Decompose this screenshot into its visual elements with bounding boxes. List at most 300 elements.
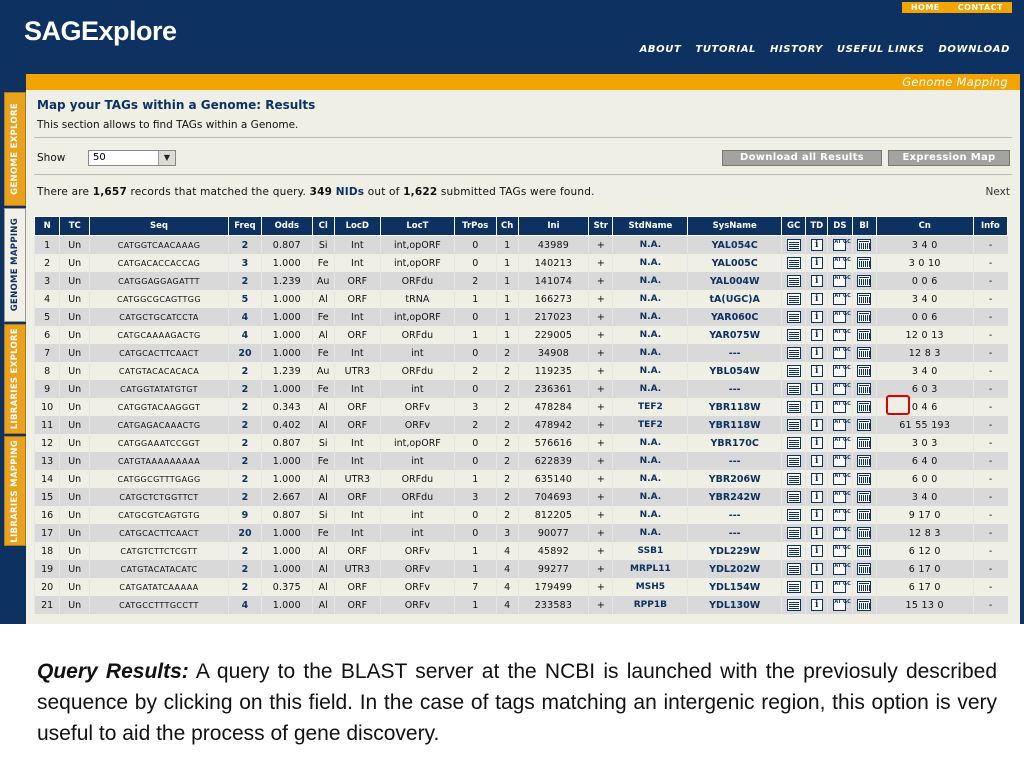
cell-str: +: [589, 470, 613, 488]
cell-loct: int: [380, 380, 454, 398]
column-header: TD: [806, 217, 828, 236]
tag-detail-icon[interactable]: i: [811, 599, 823, 611]
cell-gc: [782, 470, 806, 488]
cell-freq[interactable]: 5: [228, 290, 261, 308]
cell-seq: CATGGTATATGTGT: [90, 380, 229, 398]
divider: [34, 137, 1012, 138]
tag-detail-icon[interactable]: i: [811, 527, 823, 539]
download-sequence-icon[interactable]: AT GC: [833, 401, 846, 413]
cell-td: [806, 308, 828, 326]
tag-detail-icon[interactable]: i: [811, 455, 823, 467]
cell-freq[interactable]: 2: [228, 452, 261, 470]
tag-detail-icon[interactable]: i: [811, 329, 823, 341]
cell-str: +: [589, 308, 613, 326]
cell-freq[interactable]: 2: [228, 488, 261, 506]
cell-loct: ORFv: [380, 416, 454, 434]
download-sequence-icon[interactable]: AT GC: [833, 257, 846, 269]
cell-sys[interactable]: YDL154W: [688, 578, 782, 596]
tab-libraries-explore[interactable]: LIBRARIES EXPLORE: [4, 324, 26, 434]
cell-cl: Al: [312, 488, 334, 506]
cell-freq[interactable]: 4: [228, 596, 261, 614]
cell-str: +: [589, 380, 613, 398]
gc-sequence-icon[interactable]: [787, 599, 801, 611]
cell-str: +: [589, 560, 613, 578]
gc-sequence-icon[interactable]: [787, 437, 801, 449]
cell-bl: [852, 380, 876, 398]
cell-cn: 6 4 0: [876, 452, 973, 470]
blast-icon[interactable]: [857, 329, 871, 341]
gc-sequence-icon[interactable]: [787, 581, 801, 593]
cell-ini: 45892: [518, 542, 589, 560]
cell-tc: Un: [60, 254, 90, 272]
blast-icon[interactable]: [857, 509, 871, 521]
gc-sequence-icon[interactable]: [787, 347, 801, 359]
cell-cl: Au: [312, 362, 334, 380]
download-sequence-icon[interactable]: AT GC: [833, 491, 846, 503]
cell-bl: [852, 488, 876, 506]
cell-trpos: 1: [454, 326, 496, 344]
tag-detail-icon[interactable]: i: [811, 437, 823, 449]
show-select[interactable]: [88, 150, 176, 166]
cell-td: [806, 524, 828, 542]
gc-sequence-icon[interactable]: [787, 491, 801, 503]
cell-sys[interactable]: YBR206W: [688, 470, 782, 488]
gc-sequence-icon[interactable]: [787, 509, 801, 521]
column-header: N: [35, 217, 60, 236]
download-sequence-icon[interactable]: AT GC: [833, 599, 846, 611]
gc-sequence-icon[interactable]: [787, 329, 801, 341]
cell-gc: [782, 344, 806, 362]
cell-ch: 2: [496, 362, 518, 380]
cell-locd: ORF: [334, 578, 380, 596]
cell-cn: 6 0 0: [876, 470, 973, 488]
download-sequence-icon[interactable]: AT GC: [833, 473, 846, 485]
cell-freq[interactable]: 2: [228, 578, 261, 596]
nav-history[interactable]: HISTORY: [770, 44, 823, 55]
download-sequence-icon[interactable]: AT GC: [833, 239, 846, 251]
cell-freq[interactable]: 2: [228, 542, 261, 560]
cell-ds: [828, 362, 852, 380]
cell-seq: CATGGCGTTTGAGG: [90, 470, 229, 488]
cell-std[interactable]: N.A.: [613, 488, 688, 506]
cell-ds: [828, 308, 852, 326]
cell-loct: int: [380, 344, 454, 362]
cell-sys[interactable]: ---: [688, 524, 782, 542]
cell-gc: [782, 272, 806, 290]
download-sequence-icon[interactable]: AT GC: [833, 293, 846, 305]
download-sequence-icon[interactable]: AT GC: [833, 527, 846, 539]
blast-icon[interactable]: [857, 419, 871, 431]
cell-odds: 1.000: [261, 524, 312, 542]
cell-bl: [852, 524, 876, 542]
cell-trpos: 0: [454, 506, 496, 524]
cell-locd: Int: [334, 254, 380, 272]
cell-locd: ORF: [334, 398, 380, 416]
blast-icon[interactable]: [857, 293, 871, 305]
cell-gc: [782, 488, 806, 506]
cell-std[interactable]: N.A.: [613, 506, 688, 524]
cell-ini: 119235: [518, 362, 589, 380]
table-row: [35, 308, 1008, 326]
home-link[interactable]: HOME: [910, 3, 940, 12]
cell-freq[interactable]: 2: [228, 272, 261, 290]
cell-sys[interactable]: YDL229W: [688, 542, 782, 560]
tag-detail-icon[interactable]: i: [811, 239, 823, 251]
cell-ds: [828, 542, 852, 560]
cell-td: [806, 344, 828, 362]
tag-detail-icon[interactable]: i: [811, 293, 823, 305]
cell-std[interactable]: N.A.: [613, 434, 688, 452]
cell-seq: CATGCACTTCAACT: [90, 524, 229, 542]
cell-std[interactable]: TEF2: [613, 416, 688, 434]
cell-cn: 6 12 0: [876, 542, 973, 560]
cell-bl: [852, 398, 876, 416]
cell-odds: 1.000: [261, 344, 312, 362]
blast-icon[interactable]: [857, 545, 871, 557]
blast-icon[interactable]: [857, 239, 871, 251]
cell-odds: 0.807: [261, 236, 312, 255]
cell-info: -: [973, 560, 1007, 578]
download-sequence-icon[interactable]: AT GC: [833, 329, 846, 341]
cell-ini: 166273: [518, 290, 589, 308]
tag-detail-icon[interactable]: i: [811, 545, 823, 557]
nav-tutorial[interactable]: TUTORIAL: [695, 44, 757, 55]
gc-sequence-icon[interactable]: [787, 383, 801, 395]
cell-freq[interactable]: 2: [228, 416, 261, 434]
blast-icon[interactable]: [857, 401, 871, 413]
cell-sys[interactable]: ---: [688, 506, 782, 524]
download-sequence-icon[interactable]: AT GC: [833, 437, 846, 449]
blast-icon[interactable]: [857, 527, 871, 539]
cell-freq[interactable]: 2: [228, 560, 261, 578]
blast-icon[interactable]: [857, 347, 871, 359]
column-header: Ch: [496, 217, 518, 236]
tag-detail-icon[interactable]: i: [811, 365, 823, 377]
blast-icon[interactable]: [857, 455, 871, 467]
blast-icon[interactable]: [857, 473, 871, 485]
cell-freq[interactable]: 9: [228, 506, 261, 524]
blast-icon[interactable]: [857, 383, 871, 395]
cell-ch: 1: [496, 290, 518, 308]
tab-libraries-mapping[interactable]: LIBRARIES MAPPING: [4, 436, 26, 546]
download-sequence-icon[interactable]: AT GC: [833, 563, 846, 575]
cell-td: [806, 542, 828, 560]
download-sequence-icon[interactable]: AT GC: [833, 419, 846, 431]
column-header: Seq: [90, 217, 229, 236]
cell-std[interactable]: MSH5: [613, 578, 688, 596]
cell-ini: 99277: [518, 560, 589, 578]
tag-detail-icon[interactable]: i: [811, 383, 823, 395]
cell-std[interactable]: N.A.: [613, 452, 688, 470]
tag-detail-icon[interactable]: i: [811, 581, 823, 593]
cell-std[interactable]: RPP1B: [613, 596, 688, 614]
cell-loct: int: [380, 506, 454, 524]
gc-sequence-icon[interactable]: [787, 419, 801, 431]
cell-tc: Un: [60, 236, 90, 255]
cell-gc: [782, 326, 806, 344]
column-header: Freq: [228, 217, 261, 236]
cell-td: [806, 290, 828, 308]
cell-ini: 229005: [518, 326, 589, 344]
table-body: [35, 236, 1008, 615]
tab-genome-mapping[interactable]: GENOME MAPPING: [4, 208, 26, 322]
cell-std[interactable]: N.A.: [613, 236, 688, 255]
column-header: LocD: [334, 217, 380, 236]
cell-locd: Int: [334, 434, 380, 452]
top-links: [902, 2, 1012, 13]
cell-sys[interactable]: ---: [688, 344, 782, 362]
cell-loct: int: [380, 524, 454, 542]
cell-std[interactable]: N.A.: [613, 254, 688, 272]
cell-sys[interactable]: ---: [688, 380, 782, 398]
cell-str: +: [589, 290, 613, 308]
cell-ds: [828, 254, 852, 272]
nav-useful-links[interactable]: USEFUL LINKS: [836, 44, 925, 55]
gc-sequence-icon[interactable]: [787, 311, 801, 323]
cell-sys[interactable]: YBL054W: [688, 362, 782, 380]
cell-tc: Un: [60, 560, 90, 578]
gc-sequence-icon[interactable]: [787, 365, 801, 377]
cell-cl: Al: [312, 578, 334, 596]
cell-sys[interactable]: YBR242W: [688, 488, 782, 506]
cell-std[interactable]: N.A.: [613, 380, 688, 398]
cell-freq[interactable]: 4: [228, 308, 261, 326]
cell-sys[interactable]: YDL130W: [688, 596, 782, 614]
cell-cl: Si: [312, 434, 334, 452]
contact-link[interactable]: CONTACT: [957, 3, 1003, 12]
table-row: [35, 506, 1008, 524]
cell-sys[interactable]: YAR060C: [688, 308, 782, 326]
download-sequence-icon[interactable]: AT GC: [833, 455, 846, 467]
cell-locd: UTR3: [334, 362, 380, 380]
cell-std[interactable]: N.A.: [613, 326, 688, 344]
cell-info: -: [973, 488, 1007, 506]
cell-sys[interactable]: YBR170C: [688, 434, 782, 452]
download-sequence-icon[interactable]: AT GC: [833, 311, 846, 323]
cell-tc: Un: [60, 434, 90, 452]
tag-detail-icon[interactable]: i: [811, 311, 823, 323]
cell-str: +: [589, 506, 613, 524]
cell-std[interactable]: N.A.: [613, 362, 688, 380]
tag-detail-icon[interactable]: i: [811, 491, 823, 503]
cell-bl: [852, 308, 876, 326]
cell-seq: CATGCTCTGGTTCT: [90, 488, 229, 506]
cell-gc: [782, 524, 806, 542]
blast-icon[interactable]: [857, 491, 871, 503]
tag-detail-icon[interactable]: i: [811, 347, 823, 359]
cell-sys[interactable]: YDL202W: [688, 560, 782, 578]
cell-gc: [782, 362, 806, 380]
cell-freq[interactable]: 3: [228, 254, 261, 272]
chevron-down-icon[interactable]: ▼: [158, 151, 175, 165]
tag-detail-icon[interactable]: i: [811, 509, 823, 521]
cell-std[interactable]: MRPL11: [613, 560, 688, 578]
cell-cn: 6 0 3: [876, 380, 973, 398]
cell-n: 18: [35, 542, 60, 560]
cell-freq[interactable]: 2: [228, 398, 261, 416]
cell-std[interactable]: N.A.: [613, 308, 688, 326]
cell-locd: Int: [334, 236, 380, 255]
cell-sys[interactable]: YAR075W: [688, 326, 782, 344]
cell-bl: [852, 542, 876, 560]
cell-td: [806, 560, 828, 578]
cell-seq: CATGTAAAAAAAAA: [90, 452, 229, 470]
cell-std[interactable]: N.A.: [613, 470, 688, 488]
column-header: StdName: [613, 217, 688, 236]
blast-icon[interactable]: [857, 581, 871, 593]
table-row: [35, 470, 1008, 488]
blast-icon[interactable]: [857, 275, 871, 287]
cell-freq[interactable]: 20: [228, 344, 261, 362]
gc-sequence-icon[interactable]: [787, 401, 801, 413]
cell-cl: Fe: [312, 452, 334, 470]
cell-ini: 217023: [518, 308, 589, 326]
cell-std[interactable]: N.A.: [613, 272, 688, 290]
download-sequence-icon[interactable]: AT GC: [833, 545, 846, 557]
cell-sys[interactable]: YAL004W: [688, 272, 782, 290]
cell-cl: Al: [312, 542, 334, 560]
blast-icon[interactable]: [857, 365, 871, 377]
cell-str: +: [589, 236, 613, 255]
download-sequence-icon[interactable]: AT GC: [833, 581, 846, 593]
section-band: [26, 74, 1020, 90]
table-row: [35, 596, 1008, 614]
tag-detail-icon[interactable]: i: [811, 401, 823, 413]
cell-sys[interactable]: YBR118W: [688, 398, 782, 416]
cell-ch: 3: [496, 524, 518, 542]
cell-cl: Au: [312, 272, 334, 290]
cell-sys[interactable]: ---: [688, 452, 782, 470]
cell-sys[interactable]: YBR118W: [688, 416, 782, 434]
tab-genome-explore[interactable]: GENOME EXPLORE: [4, 92, 26, 206]
download-sequence-icon[interactable]: AT GC: [833, 509, 846, 521]
cell-cn: 12 8 3: [876, 344, 973, 362]
expression-map-button[interactable]: Expression Map: [888, 150, 1010, 166]
cell-locd: ORF: [334, 290, 380, 308]
cell-locd: Int: [334, 380, 380, 398]
next-link[interactable]: Next: [985, 186, 1010, 198]
cell-freq[interactable]: 2: [228, 362, 261, 380]
cell-freq[interactable]: 2: [228, 470, 261, 488]
cell-tc: Un: [60, 344, 90, 362]
cell-ch: 2: [496, 398, 518, 416]
gc-sequence-icon[interactable]: [787, 473, 801, 485]
cell-seq: CATGGCGCAGTTGG: [90, 290, 229, 308]
blast-icon[interactable]: [857, 311, 871, 323]
cell-td: [806, 380, 828, 398]
blast-icon[interactable]: [857, 257, 871, 269]
download-sequence-icon[interactable]: AT GC: [833, 383, 846, 395]
cell-std[interactable]: N.A.: [613, 290, 688, 308]
cell-bl: [852, 290, 876, 308]
cell-n: 9: [35, 380, 60, 398]
cell-ch: 1: [496, 326, 518, 344]
cell-n: 13: [35, 452, 60, 470]
cell-sys[interactable]: YAL054C: [688, 236, 782, 255]
download-all-results-button[interactable]: Download all Results: [722, 150, 882, 166]
cell-cn: 0 4 6: [876, 398, 973, 416]
cell-trpos: 0: [454, 380, 496, 398]
blast-icon[interactable]: [857, 599, 871, 611]
cell-ini: 576616: [518, 434, 589, 452]
cell-std[interactable]: TEF2: [613, 398, 688, 416]
cell-freq[interactable]: 2: [228, 434, 261, 452]
blast-icon[interactable]: [857, 563, 871, 575]
cell-seq: CATGTCTTCTCGTT: [90, 542, 229, 560]
gc-sequence-icon[interactable]: [787, 239, 801, 251]
gc-sequence-icon[interactable]: [787, 455, 801, 467]
show-label: Show: [37, 152, 66, 164]
cell-gc: [782, 290, 806, 308]
cell-gc: [782, 542, 806, 560]
blast-icon[interactable]: [857, 437, 871, 449]
cell-cl: Fe: [312, 524, 334, 542]
column-header: Cl: [312, 217, 334, 236]
cell-cl: Fe: [312, 308, 334, 326]
cell-cn: 3 4 0: [876, 290, 973, 308]
gc-sequence-icon[interactable]: [787, 275, 801, 287]
gc-sequence-icon[interactable]: [787, 257, 801, 269]
cell-sys[interactable]: YAL005C: [688, 254, 782, 272]
nav-download[interactable]: DOWNLOAD: [938, 44, 1010, 55]
logo[interactable]: SAGExplore: [24, 16, 177, 46]
cell-str: +: [589, 596, 613, 614]
cell-freq[interactable]: 20: [228, 524, 261, 542]
cell-str: +: [589, 254, 613, 272]
cell-trpos: 3: [454, 488, 496, 506]
cell-str: +: [589, 272, 613, 290]
cell-gc: [782, 506, 806, 524]
cell-str: +: [589, 488, 613, 506]
cell-freq[interactable]: 4: [228, 326, 261, 344]
cell-tc: Un: [60, 272, 90, 290]
cell-bl: [852, 452, 876, 470]
cell-cn: 15 13 0: [876, 596, 973, 614]
cell-ds: [828, 272, 852, 290]
gc-sequence-icon[interactable]: [787, 527, 801, 539]
cell-freq[interactable]: 2: [228, 380, 261, 398]
gc-sequence-icon[interactable]: [787, 545, 801, 557]
gc-sequence-icon[interactable]: [787, 563, 801, 575]
cell-locd: ORF: [334, 488, 380, 506]
tag-detail-icon[interactable]: i: [811, 473, 823, 485]
table-row: [35, 416, 1008, 434]
tag-detail-icon[interactable]: i: [811, 563, 823, 575]
cell-freq[interactable]: 2: [228, 236, 261, 255]
download-sequence-icon[interactable]: AT GC: [833, 275, 846, 287]
tag-detail-icon[interactable]: i: [811, 257, 823, 269]
cell-locd: Int: [334, 506, 380, 524]
cell-std[interactable]: SSB1: [613, 542, 688, 560]
cell-sys[interactable]: tA(UGC)A: [688, 290, 782, 308]
gc-sequence-icon[interactable]: [787, 293, 801, 305]
download-sequence-icon[interactable]: AT GC: [833, 347, 846, 359]
cell-info: -: [973, 344, 1007, 362]
cell-td: [806, 506, 828, 524]
cell-std[interactable]: N.A.: [613, 524, 688, 542]
cell-std[interactable]: N.A.: [613, 344, 688, 362]
cell-td: [806, 578, 828, 596]
cell-tc: Un: [60, 470, 90, 488]
download-sequence-icon[interactable]: AT GC: [833, 365, 846, 377]
cell-ini: 140213: [518, 254, 589, 272]
tag-detail-icon[interactable]: i: [811, 419, 823, 431]
tag-detail-icon[interactable]: i: [811, 275, 823, 287]
cell-ch: 1: [496, 254, 518, 272]
cell-loct: ORFdu: [380, 326, 454, 344]
nav-about[interactable]: ABOUT: [639, 44, 682, 55]
cell-cn: 6 17 0: [876, 560, 973, 578]
